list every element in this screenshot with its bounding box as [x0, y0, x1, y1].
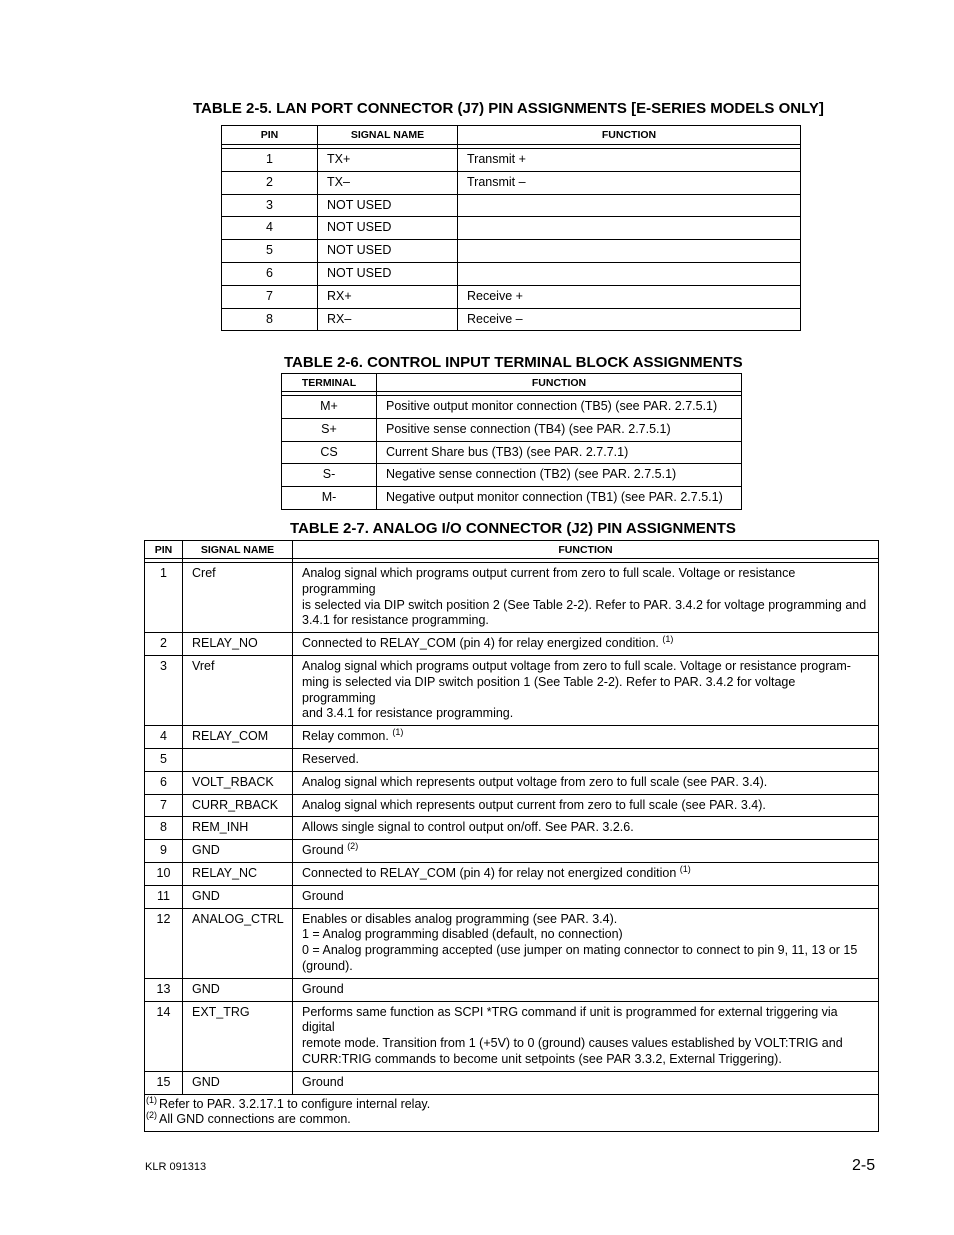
column-header-pin: PIN	[222, 126, 318, 145]
function-cell	[293, 726, 878, 748]
function-text: 3.4.1 for resistance programming.	[302, 613, 489, 628]
signal-name-cell: EXT_TRG	[192, 1004, 250, 1019]
column-header-pin: PIN	[145, 541, 183, 559]
table-row	[145, 655, 879, 725]
table-row	[145, 862, 879, 885]
pin-cell: 13	[156, 981, 171, 996]
notes-row	[145, 1094, 879, 1132]
table-row	[145, 726, 879, 749]
footnote-mark: (1)	[146, 1094, 157, 1105]
function-cell	[458, 240, 800, 246]
signal-name-cell: NOT USED	[327, 243, 392, 258]
function-text: CURR:TRIG commands to become unit setpoints (see PAR 3.3.2, External Triggering).	[302, 1051, 782, 1066]
function-cell	[293, 563, 878, 632]
table-2-7-caption: TABLE 2-7. ANALOG I/O CONNECTOR (J2) PIN ASSIGNMENTS	[290, 520, 736, 537]
function-cell: Transmit –	[467, 174, 526, 189]
function-text: Connected to RELAY_COM (pin 4) for relay not energized condition	[302, 865, 677, 880]
function-cell: Negative output monitor connection (TB1) (see PAR. 2.7.5.1)	[386, 490, 723, 505]
terminal-cell: M+	[320, 399, 338, 413]
function-cell	[293, 840, 878, 862]
function-text: is selected via DIP switch position 2 (See Table 2-2). Refer to PAR. 3.4.2 for voltage programming and	[302, 597, 867, 612]
table-notes	[145, 1095, 878, 1132]
table-row	[222, 171, 801, 194]
pin-cell: 8	[160, 820, 167, 835]
function-text: 0 = Analog programming accepted (use jumper on mating connector to connect to pin 9, 11, 13 or 15	[302, 943, 858, 958]
function-line	[302, 729, 869, 745]
function-cell	[458, 195, 800, 201]
terminal-cell: M-	[321, 490, 337, 505]
function-cell	[293, 817, 878, 839]
function-line	[302, 1005, 869, 1037]
function-cell: Receive –	[467, 311, 523, 326]
function-cell	[458, 217, 800, 223]
function-text: Reserved.	[302, 751, 359, 766]
pin-cell: 3	[160, 658, 167, 673]
function-line	[302, 912, 869, 928]
function-line	[302, 706, 869, 722]
function-text: Ground	[302, 843, 344, 858]
signal-name-cell: ANALOG_CTRL	[192, 911, 284, 926]
footnote-mark: (1)	[679, 863, 691, 874]
table-row	[145, 633, 879, 656]
pin-cell: 6	[266, 265, 273, 280]
function-cell	[458, 263, 800, 269]
function-line	[302, 889, 869, 905]
function-text: Analog signal which programs output voltage from zero to full scale. Voltage or resistance program-	[302, 658, 851, 673]
function-cell	[293, 909, 878, 978]
pin-cell: 4	[266, 220, 273, 235]
function-line	[302, 1052, 869, 1068]
function-text: Analog signal which represents output current from zero to full scale (see PAR. 3.4).	[302, 797, 766, 812]
table-row	[145, 978, 879, 1001]
column-header-terminal: TERMINAL	[282, 374, 377, 392]
column-header-signal-name: SIGNAL NAME	[318, 126, 458, 145]
function-line	[302, 982, 869, 998]
table-row	[222, 285, 801, 308]
control-input-table	[281, 373, 742, 510]
table-row	[145, 563, 879, 633]
function-line	[302, 566, 869, 598]
analog-io-table	[144, 540, 879, 1132]
function-cell: Positive output monitor connection (TB5) (see PAR. 2.7.5.1)	[386, 399, 718, 413]
function-text: Ground	[302, 888, 344, 903]
signal-name-cell: Cref	[192, 566, 216, 580]
signal-name-cell: VOLT_RBACK	[192, 774, 274, 789]
function-cell: Negative sense connection (TB2) (see PAR. 2.7.5.1)	[386, 467, 677, 482]
table-row	[145, 908, 879, 978]
signal-name-cell: GND	[192, 888, 220, 903]
function-cell	[293, 979, 878, 1001]
signal-name-cell	[183, 749, 292, 755]
signal-name-cell: TX+	[327, 152, 351, 166]
function-cell	[293, 772, 878, 794]
table-row	[222, 308, 801, 331]
function-cell	[293, 886, 878, 908]
pin-cell: 7	[266, 288, 273, 303]
function-line	[302, 752, 869, 768]
pin-cell: 14	[156, 1004, 171, 1019]
signal-name-cell: RX–	[327, 311, 352, 326]
table-row	[145, 885, 879, 908]
pin-cell: 1	[266, 152, 273, 166]
table-2-6-caption: TABLE 2-6. CONTROL INPUT TERMINAL BLOCK ASSIGNMENTS	[284, 354, 743, 371]
pin-cell: 5	[160, 751, 167, 766]
function-line	[302, 820, 869, 836]
pin-cell: 1	[160, 566, 167, 580]
pin-cell: 4	[160, 729, 167, 744]
function-line	[302, 927, 869, 943]
function-cell	[293, 795, 878, 817]
function-text: ming is selected via DIP switch position 1 (See Table 2-2). Refer to PAR. 3.4.2 for voltage programming	[302, 674, 796, 705]
signal-name-cell: TX–	[327, 174, 350, 189]
function-text: Relay common.	[302, 729, 389, 744]
function-text: Performs same function as SCPI *TRG command if unit is programmed for external triggering via digital	[302, 1004, 838, 1035]
pin-cell: 3	[266, 197, 273, 212]
function-cell	[293, 1072, 878, 1094]
function-line	[302, 675, 869, 707]
table-row	[145, 840, 879, 863]
signal-name-cell: NOT USED	[327, 265, 392, 280]
pin-cell: 7	[160, 797, 167, 812]
table-row	[145, 771, 879, 794]
terminal-cell: S+	[321, 421, 337, 436]
pin-cell: 5	[266, 243, 273, 258]
table-2-5-caption: TABLE 2-5. LAN PORT CONNECTOR (J7) PIN ASSIGNMENTS [E-SERIES MODELS ONLY]	[193, 100, 824, 117]
function-text: Connected to RELAY_COM (pin 4) for relay energized condition.	[302, 636, 659, 651]
function-text: and 3.4.1 for resistance programming.	[302, 706, 514, 721]
signal-name-cell: GND	[192, 1074, 220, 1089]
signal-name-cell: REM_INH	[192, 820, 249, 835]
table-row	[282, 441, 742, 464]
table-row	[222, 217, 801, 240]
function-cell	[293, 863, 878, 885]
signal-name-cell: NOT USED	[327, 220, 392, 235]
column-header-function: FUNCTION	[458, 126, 801, 145]
function-cell	[293, 1002, 878, 1071]
function-line	[302, 1036, 869, 1052]
table-row	[145, 1001, 879, 1071]
table-row	[282, 464, 742, 487]
function-cell: Current Share bus (TB3) (see PAR. 2.7.7.1)	[386, 444, 629, 459]
function-line	[302, 775, 869, 791]
pin-cell: 15	[156, 1074, 171, 1089]
table-row	[282, 418, 742, 441]
table-row	[145, 794, 879, 817]
function-text: Analog signal which programs output current from zero to full scale. Voltage or resistance programming	[302, 566, 796, 596]
signal-name-cell: RX+	[327, 288, 352, 303]
pin-cell: 8	[266, 311, 273, 326]
function-line	[302, 1075, 869, 1091]
function-line	[302, 863, 869, 882]
function-text: Analog signal which represents output voltage from zero to full scale (see PAR. 3.4).	[302, 774, 768, 789]
pin-cell: 11	[157, 888, 170, 903]
column-header-function: FUNCTION	[377, 374, 742, 392]
function-line	[302, 959, 869, 975]
footnote-mark: (2)	[146, 1110, 157, 1121]
function-line	[302, 659, 869, 675]
document-code: KLR 091313	[145, 1161, 207, 1173]
function-cell: Transmit +	[467, 152, 526, 166]
footnote-mark: (2)	[347, 841, 359, 852]
function-line	[302, 613, 869, 629]
footnote-mark: (1)	[392, 727, 404, 738]
table-row	[145, 1071, 879, 1094]
function-cell	[293, 633, 878, 655]
function-line	[302, 598, 869, 614]
function-cell: Receive +	[467, 288, 523, 303]
function-text: Allows single signal to control output on/off. See PAR. 3.2.6.	[302, 820, 634, 835]
signal-name-cell: RELAY_NO	[192, 636, 258, 651]
signal-name-cell: RELAY_NC	[192, 865, 258, 880]
footnote	[146, 1094, 878, 1113]
pin-cell: 9	[160, 843, 167, 858]
table-row	[282, 487, 742, 510]
pin-cell: 6	[160, 774, 167, 789]
signal-name-cell: NOT USED	[327, 197, 392, 212]
function-cell: Positive sense connection (TB4) (see PAR. 2.7.5.1)	[386, 421, 671, 436]
signal-name-cell: GND	[192, 843, 220, 858]
function-line	[302, 636, 869, 652]
function-cell	[293, 749, 878, 771]
column-header-signal-name: SIGNAL NAME	[183, 541, 293, 559]
table-row	[145, 748, 879, 771]
function-cell	[293, 656, 878, 725]
signal-name-cell: RELAY_COM	[192, 729, 269, 744]
pin-cell: 12	[156, 911, 171, 926]
function-line	[302, 798, 869, 814]
signal-name-cell: GND	[192, 981, 220, 996]
footnote	[146, 1112, 878, 1128]
table-row	[282, 396, 742, 419]
function-text: Enables or disables analog programming (see PAR. 3.4).	[302, 911, 618, 926]
function-text: 1 = Analog programming disabled (default, no connection)	[302, 927, 623, 942]
table-row	[145, 817, 879, 840]
signal-name-cell: CURR_RBACK	[192, 797, 279, 812]
footnote-text: Refer to PAR. 3.2.17.1 to configure internal relay.	[159, 1096, 431, 1111]
pin-cell: 2	[266, 174, 273, 189]
lan-port-table	[221, 125, 801, 331]
pin-cell: 2	[160, 636, 167, 651]
table-row	[222, 240, 801, 263]
footnote-text: All GND connections are common.	[159, 1112, 351, 1127]
function-text: Ground	[302, 1074, 344, 1089]
function-text: remote mode. Transition from 1 (+5V) to 0 (ground) causes values established by VOLT:TRIG and	[302, 1036, 843, 1051]
footnote-mark: (1)	[662, 634, 674, 645]
page-number: 2-5	[852, 1157, 876, 1174]
table-row	[222, 149, 801, 172]
terminal-cell: CS	[320, 444, 338, 459]
function-text: Ground	[302, 981, 344, 996]
signal-name-cell: Vref	[192, 658, 215, 673]
function-line	[302, 943, 869, 959]
function-line	[302, 843, 869, 859]
terminal-cell: S-	[322, 467, 336, 482]
pin-cell: 10	[156, 865, 171, 880]
table-row	[222, 262, 801, 285]
function-text: (ground).	[302, 958, 353, 973]
table-row	[222, 194, 801, 217]
column-header-function: FUNCTION	[293, 541, 879, 559]
